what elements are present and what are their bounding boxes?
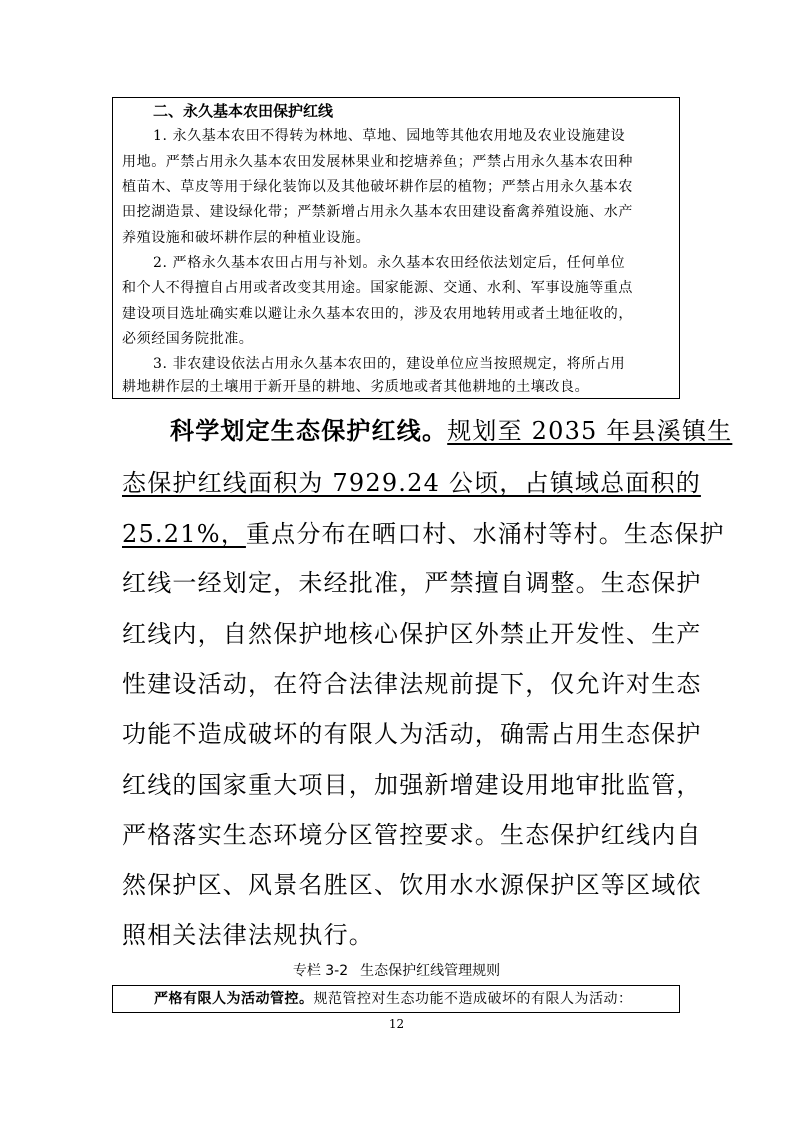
body-line: 红线一经划定，未经批准，严禁擅自调整。生态保护 <box>122 569 702 597</box>
body-line: 严格落实生态环境分区管控要求。生态保护红线内自 <box>122 821 702 849</box>
body-line: 性建设活动，在符合法律法规前提下，仅允许对生态 <box>122 670 702 698</box>
box-paragraph-line: 和个人不得擅自占用或者改变其用途。国家能源、交通、水利、军事设施等重点 <box>122 280 633 296</box>
box-paragraph-line: 田挖湖造景、建设绿化带；严禁新增占用永久基本农田建设畜禽养殖设施、水产 <box>122 204 633 220</box>
body-text: 重点分布在晒口村、水涌村等村。生态保护 <box>245 520 725 548</box>
box-paragraph-line: 1. 永久基本农田不得转为林地、草地、园地等其他农用地及农业设施建设 <box>153 128 626 144</box>
caption-title: 生态保护红线管理规则 <box>360 963 501 979</box>
box-paragraph-line: 用地。严禁占用永久基本农田发展林果业和挖塘养鱼；严禁占用永久基本农田种 <box>122 154 633 170</box>
box2-lead: 严格有限人为活动管控。 <box>154 991 314 1007</box>
underlined-text: 规划至 2035 年县溪镇生 <box>447 417 733 445</box>
body-line: 红线的国家重大项目，加强新增建设用地审批监管， <box>122 771 702 799</box>
box-paragraph-line: 植苗木、草皮等用于绿化装饰以及其他破坏耕作层的植物；严禁占用永久基本农 <box>122 179 633 195</box>
box2-body: 规范管控对生态功能不造成破坏的有限人为活动： <box>313 991 633 1007</box>
box-paragraph-line: 必须经国务院批准。 <box>122 331 254 347</box>
body-line: 然保护区、风景名胜区、饮用水水源保护区等区域依 <box>122 871 702 899</box>
caption-label: 专栏 3-2 <box>292 963 349 979</box>
body-lead-title: 科学划定生态保护红线。 <box>170 417 448 445</box>
box2-line <box>154 989 633 1009</box>
box-paragraph-line: 耕地耕作层的土壤用于新开垦的耕地、劣质地或者其他耕地的土壤改良。 <box>122 379 590 395</box>
box-paragraph-line: 2. 严格永久基本农田占用与补划。永久基本农田经依法划定后，任何单位 <box>153 255 626 271</box>
body-line: 照相关法律法规执行。 <box>122 921 374 949</box>
box-paragraph-line: 建设项目选址确实难以避让永久基本农田的，涉及农用地转用或者土地征收的， <box>122 306 633 322</box>
page-number: 12 <box>388 1017 405 1031</box>
body-line: 功能不造成破坏的有限人为活动，确需占用生态保护 <box>122 720 702 748</box>
body-line: 红线内，自然保护地核心保护区外禁止开发性、生产 <box>122 620 702 648</box>
underlined-text: 态保护红线面积为 7929.24 公顷，占镇域总面积的 <box>122 469 701 497</box>
box-paragraph-line: 养殖设施和破坏耕作层的种植业设施。 <box>122 230 371 246</box>
body-line <box>122 518 725 550</box>
body-line <box>122 467 701 499</box>
box-heading: 二、永久基本农田保护红线 <box>153 102 334 120</box>
column-caption <box>0 961 793 981</box>
underlined-text: 25.21%， <box>122 520 246 548</box>
box-paragraph-line: 3. 非农建设依法占用永久基本农田的，建设单位应当按照规定，将所占用 <box>153 356 626 372</box>
body-line <box>170 415 732 447</box>
